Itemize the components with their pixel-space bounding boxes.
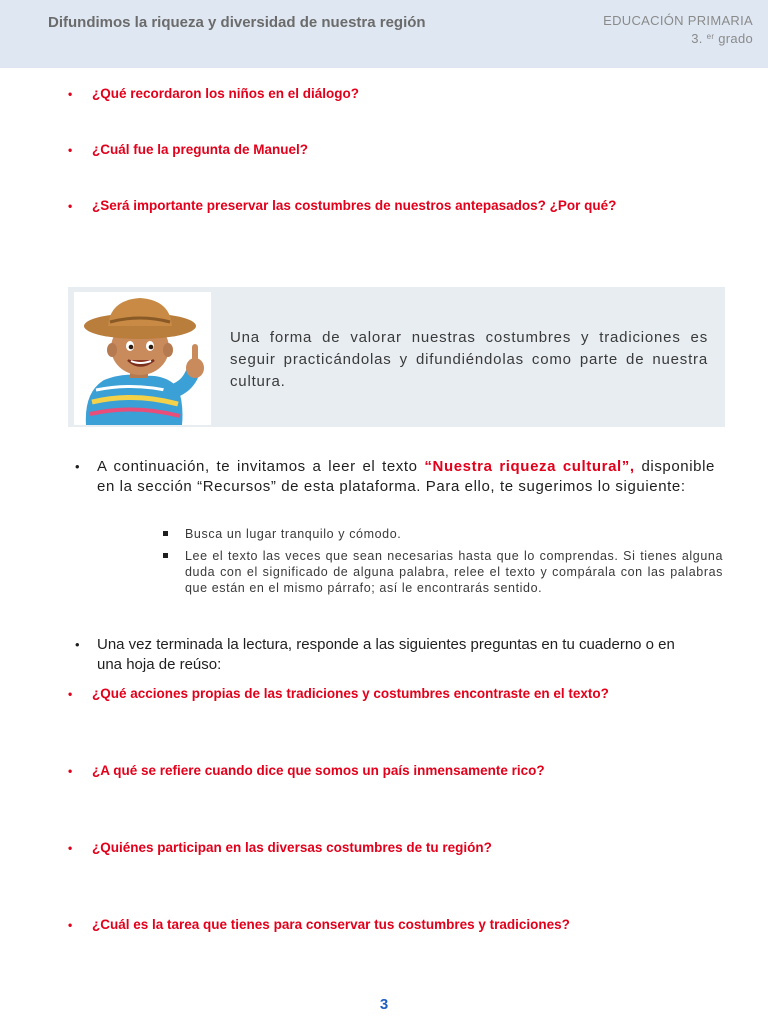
question-item: • ¿Qué acciones propias de las tradiciones y costumbres encontraste en el texto? xyxy=(68,686,609,701)
tip-box xyxy=(68,287,725,427)
bullet-icon: • xyxy=(68,687,73,701)
bullet-icon: • xyxy=(75,637,80,652)
square-bullet-icon xyxy=(163,531,168,536)
grade-label: 3. $^{er}$ grado xyxy=(691,31,753,46)
suggestion-item: Busca un lugar tranquilo y cómodo. xyxy=(163,526,723,542)
question-item: • ¿Cuál es la tarea que tienes para conservar tus costumbres y tradiciones? xyxy=(68,917,570,932)
page-header xyxy=(0,0,768,68)
question-item: • ¿Qué recordaron los niños en el diálogo? xyxy=(68,86,360,101)
boy-with-hat-illustration xyxy=(74,292,211,425)
question-item: • ¿Será importante preservar las costumbres de nuestros antepasados? ¿Por qué? xyxy=(68,198,617,213)
bullet-icon: • xyxy=(68,841,73,855)
page-number: 3 xyxy=(379,996,389,1013)
bullet-icon: • xyxy=(68,143,73,157)
bullet-icon: • xyxy=(68,918,73,932)
header-title: Difundimos la riqueza y diversidad de nuestra región xyxy=(48,14,426,31)
header-level-grade xyxy=(603,13,753,47)
education-level: EDUCACIÓN PRIMARIA xyxy=(603,13,753,28)
tip-text: Una forma de valorar nuestras costumbres y tradiciones es seguir practicándolas y difundiéndolas como parte de nuestra cultura. xyxy=(230,329,708,390)
bullet-icon: • xyxy=(68,199,73,213)
question-item: • ¿Cuál fue la pregunta de Manuel? xyxy=(68,142,309,157)
bullet-icon: • xyxy=(68,87,73,101)
suggestion-item: Lee el texto las veces que sean necesarias hasta que lo comprendas. Si tienes alguna duda con el significado de alguna palabra, relee el texto y compárala con las palabras que están en el mismo párrafo; así le encontrarás sentido. xyxy=(163,548,723,596)
boy-illustration-icon xyxy=(74,292,211,425)
bullet-icon: • xyxy=(68,764,73,778)
reading-instructions: • A continuación, te invitamos a leer el texto “Nuestra riqueza cultural”, disponible en la sección “Recursos” de esta plataforma. Para ello, te sugerimos lo siguiente: xyxy=(75,458,715,495)
after-reading-instructions: • Una vez terminada la lectura, responde a las siguientes preguntas en tu cuaderno o en una hoja de reúso: xyxy=(75,636,675,673)
bullet-icon: • xyxy=(75,459,80,474)
text-title-highlight: “Nuestra riqueza cultural”, xyxy=(424,458,635,475)
question-item: • ¿Quiénes participan en las diversas costumbres de tu región? xyxy=(68,840,492,855)
square-bullet-icon xyxy=(163,553,168,558)
question-item: • ¿A qué se refiere cuando dice que somos un país inmensamente rico? xyxy=(68,763,545,778)
